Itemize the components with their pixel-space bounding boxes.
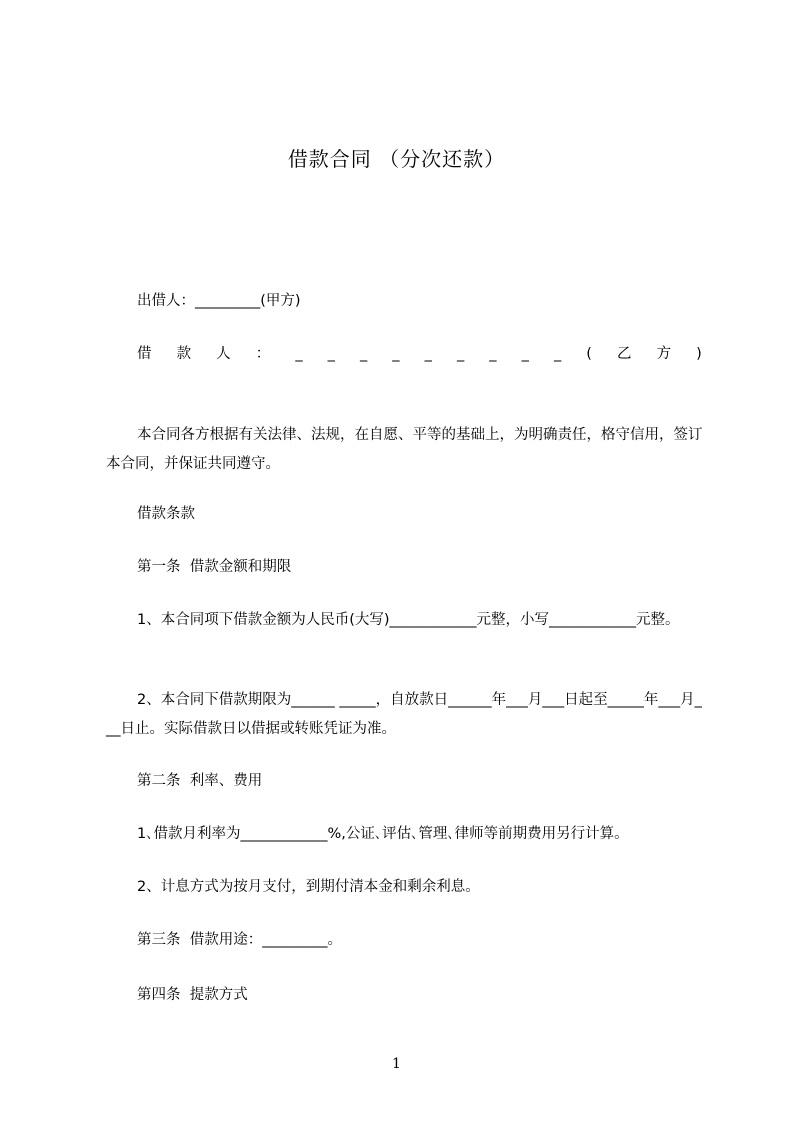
borrower-blank: _ xyxy=(553,346,562,362)
borrower-blank: _ xyxy=(295,346,303,362)
borrower-blank: _ xyxy=(359,346,368,362)
borrower-line xyxy=(137,344,702,364)
article-1-item-2: 2、本合同下借款期限为______ _____，自放款日______年___月___日起至_____年___月___日止。实际借款日以借据或转账凭证为准。 xyxy=(106,692,702,737)
page-number: 1 xyxy=(392,1056,401,1072)
borrower-blank: _ xyxy=(424,346,432,362)
borrower-blank: _ xyxy=(392,346,400,362)
article-2-heading: 第二条 利率、费用 xyxy=(137,773,263,789)
borrower-char: ( xyxy=(586,346,592,362)
borrower-char: 款 xyxy=(176,346,192,362)
article-1-heading: 第一条 借款金额和期限 xyxy=(137,559,292,575)
preamble-paragraph: 本合同各方根据有关法律、法规，在自愿、平等的基础上，为明确责任，格守信用，签订本合同，并保证共同遵守。 xyxy=(106,427,703,472)
article-3-heading: 第三条 借款用途：_________。 xyxy=(137,932,342,948)
article-1-item-1: 1、本合同项下借款金额为人民币(大写)____________元整，小写____________元整。 xyxy=(137,612,680,628)
borrower-blank: _ xyxy=(327,346,335,362)
borrower-char: 乙 xyxy=(617,346,632,362)
article-4-heading: 第四条 提款方式 xyxy=(137,987,248,1003)
section-heading: 借款条款 xyxy=(137,506,195,522)
document-title: 借款合同 （分次还款） xyxy=(287,147,506,171)
borrower-char: 方 xyxy=(656,346,672,362)
borrower-char: ： xyxy=(255,346,271,362)
borrower-blank: _ xyxy=(521,346,529,362)
borrower-char: 借 xyxy=(137,346,152,362)
borrower-char: ) xyxy=(696,346,702,362)
article-2-item-2: 2、计息方式为按月支付，到期付清本金和剩余利息。 xyxy=(137,879,480,895)
article-2-item-1: 1､借款月利率为____________%,公证､评估､管理､律师等前期费用另行计算。 xyxy=(137,826,629,842)
borrower-blank: _ xyxy=(456,346,465,362)
borrower-blank: _ xyxy=(489,346,497,362)
lender-line: 出借人：_________(甲方) xyxy=(137,293,301,309)
borrower-char: 人 xyxy=(216,346,231,362)
